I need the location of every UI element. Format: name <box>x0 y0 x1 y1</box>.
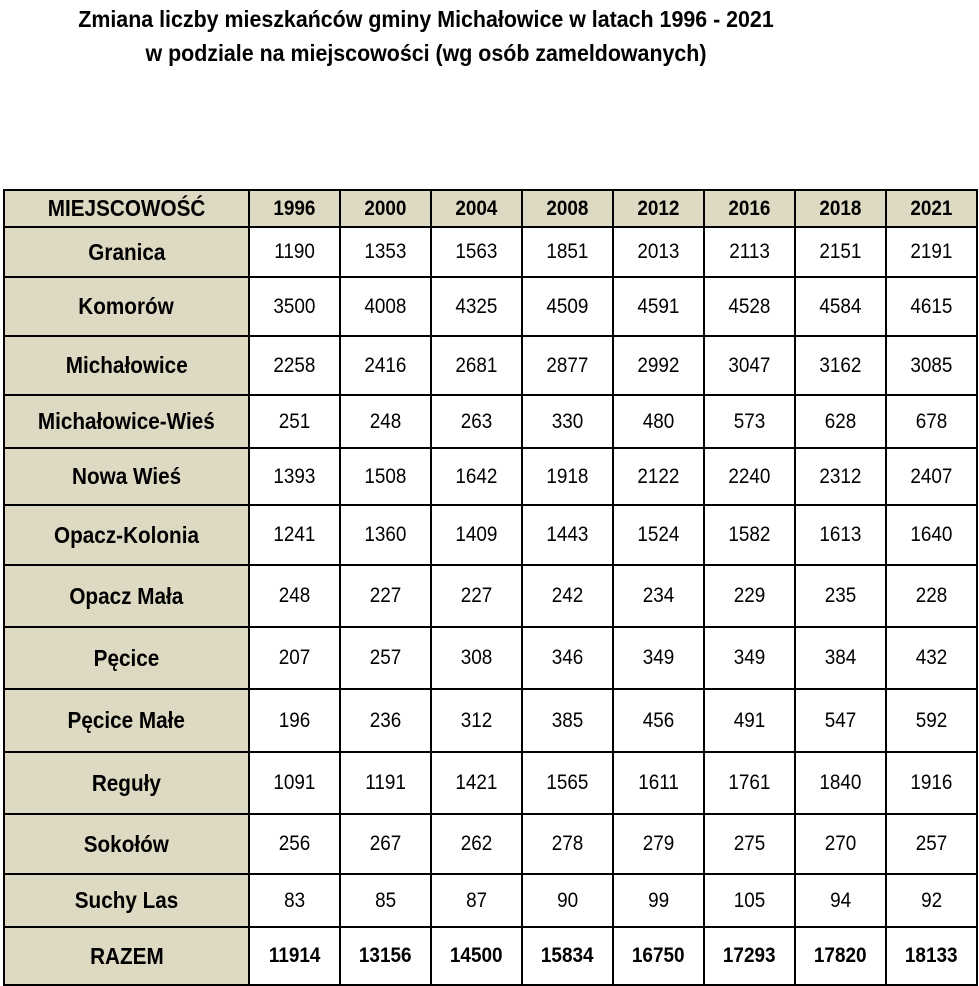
population-table <box>3 189 978 986</box>
table-row <box>4 448 977 505</box>
locality-name: Pęcice <box>4 627 249 689</box>
locality-name: Nowa Wieś <box>4 448 249 505</box>
total-value: 18133 <box>886 927 977 985</box>
header-year: 2008 <box>522 190 613 227</box>
population-value: 278 <box>522 814 613 874</box>
population-value: 267 <box>340 814 431 874</box>
total-label: RAZEM <box>4 927 249 985</box>
locality-name: Pęcice Małe <box>4 689 249 752</box>
population-value: 1524 <box>613 505 704 565</box>
page-title: Zmiana liczby mieszkańców gminy Michałowice w latach 1996 - 2021 <box>78 6 774 32</box>
population-value: 1916 <box>886 752 977 814</box>
population-value: 257 <box>340 627 431 689</box>
population-value: 196 <box>249 689 340 752</box>
population-value: 491 <box>704 689 795 752</box>
total-value: 14500 <box>431 927 522 985</box>
population-value: 275 <box>704 814 795 874</box>
header-year: 2016 <box>704 190 795 227</box>
population-value: 85 <box>340 874 431 927</box>
population-value: 1563 <box>431 227 522 277</box>
population-value: 262 <box>431 814 522 874</box>
population-value: 99 <box>613 874 704 927</box>
population-value: 2258 <box>249 336 340 395</box>
header-miejscowosc: MIEJSCOWOŚĆ <box>4 190 249 227</box>
population-value: 628 <box>795 395 886 448</box>
population-value: 207 <box>249 627 340 689</box>
population-value: 1642 <box>431 448 522 505</box>
population-value: 248 <box>249 565 340 627</box>
population-value: 2992 <box>613 336 704 395</box>
population-value: 90 <box>522 874 613 927</box>
table-row <box>4 336 977 395</box>
population-value: 1241 <box>249 505 340 565</box>
page-subtitle: w podziale na miejscowości (wg osób zameldowanych) <box>145 40 707 66</box>
population-value: 592 <box>886 689 977 752</box>
population-value: 4528 <box>704 277 795 336</box>
population-value: 3500 <box>249 277 340 336</box>
locality-name: Opacz Mała <box>4 565 249 627</box>
population-value: 385 <box>522 689 613 752</box>
table-header-row <box>4 190 977 227</box>
table-row <box>4 505 977 565</box>
population-value: 235 <box>795 565 886 627</box>
population-value: 1611 <box>613 752 704 814</box>
population-value: 1613 <box>795 505 886 565</box>
population-value: 105 <box>704 874 795 927</box>
locality-name: Suchy Las <box>4 874 249 927</box>
locality-name: Michałowice <box>4 336 249 395</box>
population-value: 4591 <box>613 277 704 336</box>
population-value: 1360 <box>340 505 431 565</box>
population-value: 1353 <box>340 227 431 277</box>
population-value: 349 <box>704 627 795 689</box>
population-value: 2416 <box>340 336 431 395</box>
population-value: 2191 <box>886 227 977 277</box>
total-value: 16750 <box>613 927 704 985</box>
population-value: 2122 <box>613 448 704 505</box>
table-row <box>4 752 977 814</box>
population-value: 1640 <box>886 505 977 565</box>
population-value: 547 <box>795 689 886 752</box>
population-value: 1761 <box>704 752 795 814</box>
population-value: 330 <box>522 395 613 448</box>
locality-name: Granica <box>4 227 249 277</box>
population-value: 1409 <box>431 505 522 565</box>
population-value: 242 <box>522 565 613 627</box>
population-value: 1582 <box>704 505 795 565</box>
table-row <box>4 814 977 874</box>
population-value: 234 <box>613 565 704 627</box>
table-row <box>4 395 977 448</box>
header-year: 2004 <box>431 190 522 227</box>
population-value: 2681 <box>431 336 522 395</box>
total-value: 17293 <box>704 927 795 985</box>
population-value: 349 <box>613 627 704 689</box>
population-value: 227 <box>340 565 431 627</box>
header-year: 1996 <box>249 190 340 227</box>
population-value: 4008 <box>340 277 431 336</box>
population-value: 1190 <box>249 227 340 277</box>
total-value: 15834 <box>522 927 613 985</box>
population-value: 1393 <box>249 448 340 505</box>
population-value: 678 <box>886 395 977 448</box>
locality-name: Sokołów <box>4 814 249 874</box>
population-value: 3047 <box>704 336 795 395</box>
population-value: 94 <box>795 874 886 927</box>
table-row <box>4 565 977 627</box>
population-value: 228 <box>886 565 977 627</box>
population-value: 3085 <box>886 336 977 395</box>
population-value: 4325 <box>431 277 522 336</box>
population-value: 2013 <box>613 227 704 277</box>
population-value: 2113 <box>704 227 795 277</box>
population-value: 2151 <box>795 227 886 277</box>
population-value: 2240 <box>704 448 795 505</box>
population-value: 279 <box>613 814 704 874</box>
population-value: 384 <box>795 627 886 689</box>
population-value: 312 <box>431 689 522 752</box>
locality-name: Michałowice-Wieś <box>4 395 249 448</box>
population-value: 573 <box>704 395 795 448</box>
table-row <box>4 689 977 752</box>
header-year: 2021 <box>886 190 977 227</box>
population-value: 480 <box>613 395 704 448</box>
population-value: 248 <box>340 395 431 448</box>
population-value: 1443 <box>522 505 613 565</box>
population-value: 346 <box>522 627 613 689</box>
population-value: 257 <box>886 814 977 874</box>
table-total-row <box>4 927 977 985</box>
population-value: 2312 <box>795 448 886 505</box>
total-value: 13156 <box>340 927 431 985</box>
population-value: 229 <box>704 565 795 627</box>
population-value: 1421 <box>431 752 522 814</box>
table-row <box>4 627 977 689</box>
population-value: 256 <box>249 814 340 874</box>
population-value: 227 <box>431 565 522 627</box>
population-value: 263 <box>431 395 522 448</box>
header-year: 2012 <box>613 190 704 227</box>
population-value: 251 <box>249 395 340 448</box>
population-value: 456 <box>613 689 704 752</box>
population-value: 1840 <box>795 752 886 814</box>
population-value: 4584 <box>795 277 886 336</box>
population-value: 432 <box>886 627 977 689</box>
population-value: 3162 <box>795 336 886 395</box>
population-value: 4615 <box>886 277 977 336</box>
table-row <box>4 874 977 927</box>
population-value: 308 <box>431 627 522 689</box>
header-year: 2018 <box>795 190 886 227</box>
population-value: 87 <box>431 874 522 927</box>
population-value: 1565 <box>522 752 613 814</box>
population-value: 4509 <box>522 277 613 336</box>
population-value: 2877 <box>522 336 613 395</box>
population-value: 1191 <box>340 752 431 814</box>
population-value: 236 <box>340 689 431 752</box>
population-value: 83 <box>249 874 340 927</box>
table-row <box>4 277 977 336</box>
table-row <box>4 227 977 277</box>
locality-name: Reguły <box>4 752 249 814</box>
locality-name: Komorów <box>4 277 249 336</box>
total-value: 17820 <box>795 927 886 985</box>
locality-name: Opacz-Kolonia <box>4 505 249 565</box>
population-value: 1918 <box>522 448 613 505</box>
population-value: 270 <box>795 814 886 874</box>
population-value: 92 <box>886 874 977 927</box>
population-value: 1851 <box>522 227 613 277</box>
population-value: 1508 <box>340 448 431 505</box>
population-value: 2407 <box>886 448 977 505</box>
population-value: 1091 <box>249 752 340 814</box>
total-value: 11914 <box>249 927 340 985</box>
header-year: 2000 <box>340 190 431 227</box>
